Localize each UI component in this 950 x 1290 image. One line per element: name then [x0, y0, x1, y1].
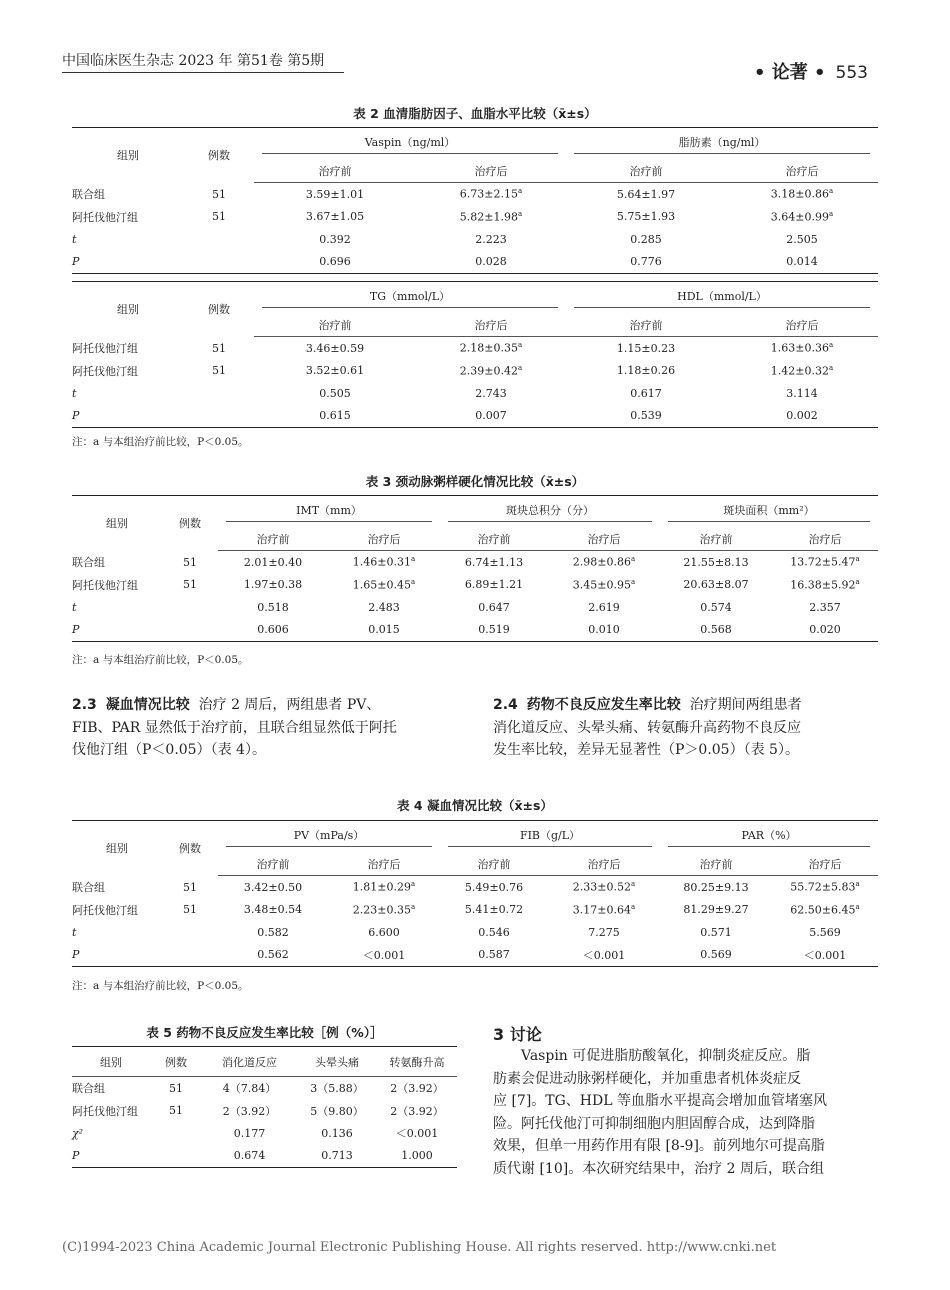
col-group-header: 组别 [72, 496, 162, 551]
row-label: t [72, 386, 77, 400]
pv-header: PV（mPa/s） [226, 827, 432, 847]
row-n: 51 [169, 1104, 183, 1118]
discussion-line: 效果，但单一用药作用有限 [8-9]。前列地尔可提高脂 [493, 1138, 825, 1154]
row-label: P [72, 405, 184, 428]
cell-value: 3.17±0.64$^a$ [572, 902, 636, 917]
cell-value: 1.42±0.32$^a$ [770, 363, 834, 378]
discussion-line: 险。阿托伐他汀可抑制细胞内胆固醇合成，达到降脂 [493, 1115, 815, 1132]
sec24-line3: 发生率比较，差异无显著性（P＞0.05）（表 5）。 [493, 742, 799, 758]
row-label: P [72, 944, 162, 967]
cell-value: 1.97±0.38 [243, 578, 303, 592]
cell-value: 6.89±1.21 [464, 578, 524, 592]
cell-value: ＜0.001 [772, 944, 878, 967]
col-n-header: 例数 [184, 128, 254, 183]
after-header: 治疗后 [726, 160, 878, 183]
table-row [72, 921, 878, 944]
table-row [72, 251, 878, 274]
table2-block2 [72, 281, 878, 428]
row-label: 联合组 [72, 1082, 105, 1096]
after-header: 治疗后 [548, 528, 660, 551]
header-rule [62, 72, 344, 73]
significance-mark: a [518, 187, 523, 196]
cell-value: 3（5.88） [310, 1082, 364, 1096]
cell-value: 0.568 [660, 619, 772, 642]
before-header: 治疗前 [660, 853, 772, 876]
t5-header-gi: 消化道反应 [202, 1047, 297, 1077]
cell-value: 7.275 [588, 925, 620, 939]
table-row [72, 183, 878, 206]
row-n: 51 [212, 187, 226, 201]
cell-value: 13.72±5.47$^a$ [790, 555, 860, 570]
cell-value: 2.33±0.52$^a$ [572, 880, 636, 895]
row-n: 51 [212, 341, 226, 355]
fib-header: FIB（g/L） [448, 827, 652, 847]
cell-value: 0.020 [772, 619, 878, 642]
col-n-header: 例数 [162, 496, 218, 551]
t5-header-group: 组别 [72, 1047, 150, 1077]
cell-value: 0.136 [321, 1126, 353, 1140]
table-row [72, 382, 878, 405]
row-n: 51 [212, 364, 226, 378]
row-label: χ² [72, 1126, 84, 1140]
significance-mark: a [411, 880, 416, 889]
row-n [184, 405, 254, 428]
table4 [72, 820, 878, 967]
cell-value: 2.357 [809, 600, 841, 614]
significance-mark: a [829, 209, 834, 218]
cell-value: 3.52±0.61 [305, 364, 365, 378]
cell-value: 21.55±8.13 [683, 555, 749, 569]
cell-value: 0.562 [218, 944, 328, 967]
cell-value: 2.98±0.86$^a$ [572, 555, 636, 570]
page-number: 553 [835, 63, 868, 83]
cell-value: 0.539 [566, 405, 726, 428]
row-label: 联合组 [72, 556, 105, 569]
cell-value: 0.285 [630, 232, 662, 246]
cell-value: 2.223 [475, 232, 507, 246]
tg-header: TG（mmol/L） [262, 288, 558, 308]
significance-mark: a [631, 902, 636, 911]
significance-mark: a [855, 555, 860, 564]
significance-mark: a [518, 363, 523, 372]
cell-value: 2（3.92） [222, 1104, 277, 1118]
sec24-line1: 治疗期间两组患者 [689, 697, 802, 713]
cell-value: ＜0.001 [548, 944, 660, 967]
journal-header: 中国临床医生杂志 2023 年 第51卷 第5期 [62, 53, 325, 69]
cell-value: 5.49±0.76 [464, 880, 524, 894]
section-2-4 [493, 694, 878, 762]
row-n [150, 1122, 202, 1145]
table-row [72, 876, 878, 899]
significance-mark: a [631, 577, 636, 586]
cell-value: 0.519 [440, 619, 548, 642]
before-header: 治疗前 [218, 853, 328, 876]
sec24-num: 2.4 [493, 697, 518, 713]
cell-value: 3.59±1.01 [305, 187, 365, 201]
row-label: 阿托伐他汀组 [72, 903, 138, 917]
cell-value: 2.01±0.40 [243, 555, 303, 569]
sec23-line1: 治疗 2 周后，两组患者 PV、 [198, 697, 381, 713]
row-n: 51 [183, 578, 197, 592]
cell-value: 0.574 [700, 600, 732, 614]
vaspin-header: Vaspin（ng/ml） [262, 134, 558, 154]
cell-value: 6.600 [368, 925, 400, 939]
table2-block1 [72, 127, 878, 274]
table-row [72, 574, 878, 597]
col-group-header: 组别 [72, 282, 184, 337]
significance-mark: a [411, 902, 416, 911]
after-header: 治疗后 [772, 853, 878, 876]
table3-note: 注：a 与本组治疗前比较，P＜0.05。 [72, 654, 249, 666]
table-row [72, 360, 878, 383]
section-3-title: 3 讨论 [493, 1025, 542, 1044]
row-n [184, 382, 254, 405]
cell-value: 4（7.84） [222, 1082, 277, 1096]
cell-value: ＜0.001 [328, 944, 440, 967]
section-label [754, 58, 868, 84]
imt-header: IMT（mm） [226, 502, 432, 522]
before-header: 治疗前 [566, 314, 726, 337]
cell-value: 0.647 [478, 600, 510, 614]
cell-value: 1.000 [377, 1145, 457, 1168]
cell-value: 0.014 [726, 251, 878, 274]
table3 [72, 495, 878, 642]
row-n [162, 921, 218, 944]
table-row [72, 619, 878, 642]
row-label: 联合组 [72, 881, 105, 894]
table-row [72, 228, 878, 251]
cell-value: 3.42±0.50 [243, 880, 303, 894]
cell-value: 16.38±5.92$^a$ [790, 577, 860, 592]
cell-value: 0.010 [548, 619, 660, 642]
cell-value: 1.15±0.23 [616, 341, 676, 355]
cell-value: 81.29±9.27 [683, 903, 749, 917]
significance-mark: a [829, 341, 834, 350]
table-row [72, 405, 878, 428]
cell-value: 0.713 [297, 1145, 377, 1168]
cell-value: 5.82±1.98$^a$ [459, 209, 523, 224]
cell-value: 5.64±1.97 [616, 187, 676, 201]
cell-value: 0.776 [566, 251, 726, 274]
significance-mark: a [855, 902, 860, 911]
sec23-num: 2.3 [72, 697, 97, 713]
cell-value: 2.619 [588, 600, 620, 614]
hdl-header: HDL（mmol/L） [574, 288, 870, 308]
after-header: 治疗后 [772, 528, 878, 551]
table-row [72, 1122, 457, 1145]
significance-mark: a [411, 577, 416, 586]
significance-mark: a [631, 555, 636, 564]
cell-value: 0.002 [726, 405, 878, 428]
table-row [72, 1077, 457, 1100]
cell-value: 3.45±0.95$^a$ [572, 577, 636, 592]
cell-value: 0.615 [254, 405, 416, 428]
significance-mark: a [631, 880, 636, 889]
discussion-line: 肪素会促进动脉粥样硬化，并加重患者机体炎症反 [493, 1070, 801, 1087]
cell-value: 0.674 [202, 1145, 297, 1168]
row-n: 51 [169, 1081, 183, 1095]
cell-value: 2.743 [475, 386, 507, 400]
significance-mark: a [855, 880, 860, 889]
cell-value: 5.75±1.93 [616, 210, 676, 224]
table-row [72, 1100, 457, 1123]
row-label: 阿托伐他汀组 [72, 578, 138, 592]
row-label: P [72, 1145, 150, 1168]
table-row [72, 551, 878, 574]
table4-caption: 表 4 凝血情况比较（x̄±s） [397, 798, 553, 813]
cell-value: 62.50±6.45$^a$ [790, 902, 860, 917]
plaque-score-header: 斑块总积分（分） [448, 502, 652, 522]
cell-value: 0.617 [630, 386, 662, 400]
cell-value: 1.46±0.31$^a$ [352, 555, 416, 570]
before-header: 治疗前 [218, 528, 328, 551]
row-label: 阿托伐他汀组 [72, 342, 138, 355]
row-label: 阿托伐他汀组 [72, 210, 138, 224]
row-label: 联合组 [72, 188, 105, 201]
row-n: 51 [183, 880, 197, 894]
cell-value: 0.392 [319, 232, 351, 246]
sec24-line2: 消化道反应、头晕头痛、转氨酶升高药物不良反应 [493, 719, 801, 736]
cell-value: 1.18±0.26 [616, 364, 676, 378]
cell-value: 0.546 [478, 925, 510, 939]
cell-value: 2.505 [786, 232, 818, 246]
table-row [72, 206, 878, 229]
table4-note: 注：a 与本组治疗前比较，P＜0.05。 [72, 980, 249, 992]
row-n [184, 228, 254, 251]
cell-value: 3.46±0.59 [305, 341, 365, 355]
cell-value: 2（3.92） [390, 1082, 444, 1096]
significance-mark: a [829, 363, 834, 372]
adipsin-header: 脂肪素（ng/ml） [574, 134, 870, 154]
table5 [72, 1046, 457, 1168]
cell-value: 0.571 [700, 925, 732, 939]
cell-value: 0.015 [328, 619, 440, 642]
cell-value: 0.569 [660, 944, 772, 967]
significance-mark: a [518, 341, 523, 350]
cell-value: 2.23±0.35$^a$ [352, 902, 416, 917]
before-header: 治疗前 [660, 528, 772, 551]
copyright-footer: (C)1994-2023 China Academic Journal Electronic Publishing House. All rights reserved. http://www.cnki.net [62, 1240, 777, 1255]
cell-value: 3.64±0.99$^a$ [770, 209, 834, 224]
par-header: PAR（%） [668, 827, 870, 847]
cell-value: 3.18±0.86$^a$ [770, 187, 834, 202]
after-header: 治疗后 [416, 314, 566, 337]
table3-caption: 表 3 颈动脉粥样硬化情况比较（x̄±s） [365, 474, 585, 489]
row-n: 51 [183, 903, 197, 917]
cell-value: 55.72±5.83$^a$ [790, 880, 860, 895]
row-n [162, 619, 218, 642]
after-header: 治疗后 [548, 853, 660, 876]
cell-value: 0.505 [319, 386, 351, 400]
cell-value: 0.177 [233, 1126, 266, 1140]
row-n: 51 [183, 555, 197, 569]
table-row [72, 899, 878, 922]
table5-caption: 表 5 药物不良反应发生率比较［例（%）］ [146, 1025, 383, 1040]
before-header: 治疗前 [254, 160, 416, 183]
cell-value: 2.18±0.35$^a$ [459, 341, 523, 356]
before-header: 治疗前 [566, 160, 726, 183]
significance-mark: a [829, 187, 834, 196]
discussion-line: 应 [7]。TG、HDL 等血脂水平提高会增加血管堵塞风 [493, 1093, 827, 1109]
cell-value: 5.569 [809, 925, 841, 939]
cell-value: 5（9.80） [310, 1104, 364, 1118]
section-2-3 [72, 694, 457, 762]
table-row [72, 596, 878, 619]
table-row [72, 1145, 457, 1168]
row-n [162, 944, 218, 967]
cell-value: ＜0.001 [395, 1127, 439, 1141]
sec23-title: 凝血情况比较 [105, 697, 190, 713]
table2-caption: 表 2 血清脂肪因子、血脂水平比较（x̄±s） [353, 106, 597, 121]
t5-header-alt: 转氨酶升高 [377, 1047, 457, 1077]
col-group-header: 组别 [72, 821, 162, 876]
significance-mark: a [411, 555, 416, 564]
sec23-line3: 伐他汀组（P＜0.05）（表 4）。 [72, 742, 266, 758]
after-header: 治疗后 [726, 314, 878, 337]
plaque-area-header: 斑块面积（mm²） [668, 502, 870, 522]
cell-value: 3.114 [786, 386, 818, 400]
cell-value: 6.73±2.15$^a$ [459, 187, 523, 202]
row-n [162, 596, 218, 619]
cell-value: 0.606 [218, 619, 328, 642]
cell-value: 80.25±9.13 [683, 880, 749, 894]
section-3-body [493, 1045, 878, 1180]
row-n [184, 251, 254, 274]
col-n-header: 例数 [162, 821, 218, 876]
after-header: 治疗后 [416, 160, 566, 183]
before-header: 治疗前 [254, 314, 416, 337]
row-label: P [72, 251, 184, 274]
row-n: 51 [212, 210, 226, 224]
before-header: 治疗前 [440, 528, 548, 551]
cell-value: 0.587 [440, 944, 548, 967]
cell-value: 2.39±0.42$^a$ [459, 363, 523, 378]
significance-mark: a [855, 577, 860, 586]
discussion-line: 质代谢 [10]。本次研究结果中，治疗 2 周后，联合组 [493, 1160, 824, 1177]
cell-value: 1.65±0.45$^a$ [352, 577, 416, 592]
cell-value: 3.67±1.05 [305, 210, 365, 224]
significance-mark: a [518, 209, 523, 218]
table2-note: 注：a 与本组治疗前比较，P＜0.05。 [72, 436, 249, 448]
after-header: 治疗后 [328, 528, 440, 551]
t5-header-n: 例数 [150, 1047, 202, 1077]
cell-value: 0.028 [416, 251, 566, 274]
col-group-header: 组别 [72, 128, 184, 183]
before-header: 治疗前 [440, 853, 548, 876]
cell-value: 20.63±8.07 [683, 578, 749, 592]
sec23-line2: FIB、PAR 显然低于治疗前，且联合组显然低于阿托 [72, 719, 397, 736]
cell-value: 1.63±0.36$^a$ [770, 341, 834, 356]
cell-value: 6.74±1.13 [464, 555, 524, 569]
cell-value: 3.48±0.54 [243, 903, 303, 917]
row-n [150, 1145, 202, 1168]
cell-value: 2.483 [368, 600, 400, 614]
cell-value: 5.41±0.72 [464, 903, 524, 917]
cell-value: 1.81±0.29$^a$ [352, 880, 416, 895]
sec24-title: 药物不良反应发生率比较 [526, 697, 681, 713]
row-label: t [72, 925, 77, 939]
cell-value: 0.696 [254, 251, 416, 274]
after-header: 治疗后 [328, 853, 440, 876]
row-label: t [72, 232, 77, 246]
t5-header-dizzy: 头晕头痛 [297, 1047, 377, 1077]
row-label: P [72, 619, 162, 642]
discussion-line: Vaspin 可促进脂肪酸氧化，抑制炎症反应。脂 [521, 1048, 811, 1064]
cell-value: 0.007 [416, 405, 566, 428]
cell-value: 0.518 [257, 600, 289, 614]
col-n-header: 例数 [184, 282, 254, 337]
section-name: • 论著 • [754, 62, 826, 83]
table-row [72, 337, 878, 360]
row-label: 阿托伐他汀组 [72, 1104, 138, 1118]
row-label: 阿托伐他汀组 [72, 364, 138, 378]
cell-value: 2（3.92） [390, 1104, 444, 1118]
cell-value: 0.582 [257, 925, 289, 939]
row-label: t [72, 600, 77, 614]
table-row [72, 944, 878, 967]
